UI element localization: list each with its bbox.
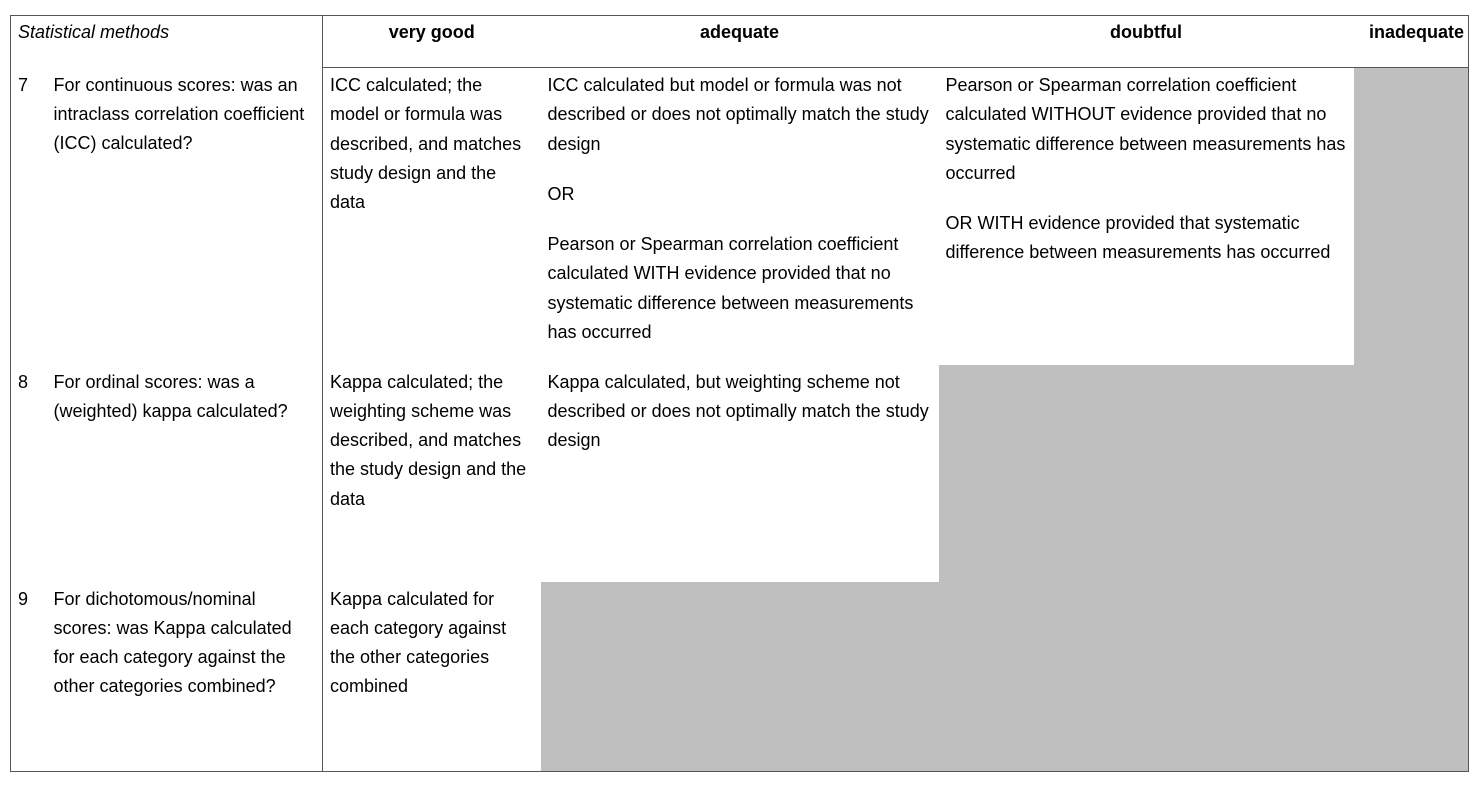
criterion-paragraph: Pearson or Spearman correlation coefficient calculated WITHOUT evidence provided that no systematic difference between measurements has occurred [945, 75, 1346, 183]
criterion-or-separator: OR [547, 183, 575, 204]
section-title: Statistical methods [11, 16, 323, 68]
adequate-criterion [541, 365, 939, 582]
item-question: For ordinal scores: was a (weighted) kappa calculated? [53, 371, 288, 421]
table-row-9 [11, 582, 1469, 772]
not-applicable-cell [541, 582, 939, 772]
criterion-paragraph: Pearson or Spearman correlation coefficient calculated WITH evidence provided that no systematic difference between measurements has occurred [547, 234, 914, 343]
table-row-7 [11, 68, 1469, 365]
doubtful-criterion [939, 68, 1354, 365]
adequate-criterion [541, 68, 939, 365]
very-good-criterion: Kappa calculated for each category against the other categories combined [323, 582, 541, 772]
criterion-paragraph: Kappa calculated, but weighting scheme not described or does not optimally match the study design [547, 371, 929, 451]
not-applicable-cell [939, 365, 1354, 582]
column-header-inadequate: inadequate [1354, 16, 1469, 68]
not-applicable-cell [1354, 68, 1469, 365]
column-header-doubtful: doubtful [939, 16, 1354, 68]
not-applicable-cell [1354, 582, 1469, 772]
item-number: 8 [11, 365, 47, 582]
table-header-row [11, 16, 1469, 68]
item-question: For dichotomous/nominal scores: was Kappa calculated for each category against the other categories combined? [47, 582, 323, 772]
column-header-very-good: very good [323, 16, 541, 68]
statistical-methods-rating-table [10, 15, 1469, 772]
table-row-8 [11, 365, 1469, 582]
very-good-criterion: Kappa calculated; the weighting scheme was described, and matches the study design and the data [323, 365, 541, 582]
not-applicable-cell [1354, 365, 1469, 582]
not-applicable-cell [939, 582, 1354, 772]
very-good-criterion: ICC calculated; the model or formula was described, and matches study design and the data [323, 68, 541, 365]
criterion-paragraph: ICC calculated but model or formula was not described or does not optimally match the study design [547, 75, 929, 154]
criterion-paragraph: OR WITH evidence provided that systematic difference between measurements has occurred [945, 213, 1331, 263]
column-header-adequate: adequate [541, 16, 939, 68]
item-question: For continuous scores: was an intraclass correlation coefficient (ICC) calculated? [53, 74, 305, 154]
criteria-table-container [10, 15, 1468, 771]
item-number: 9 [11, 582, 47, 772]
item-number: 7 [11, 68, 47, 365]
